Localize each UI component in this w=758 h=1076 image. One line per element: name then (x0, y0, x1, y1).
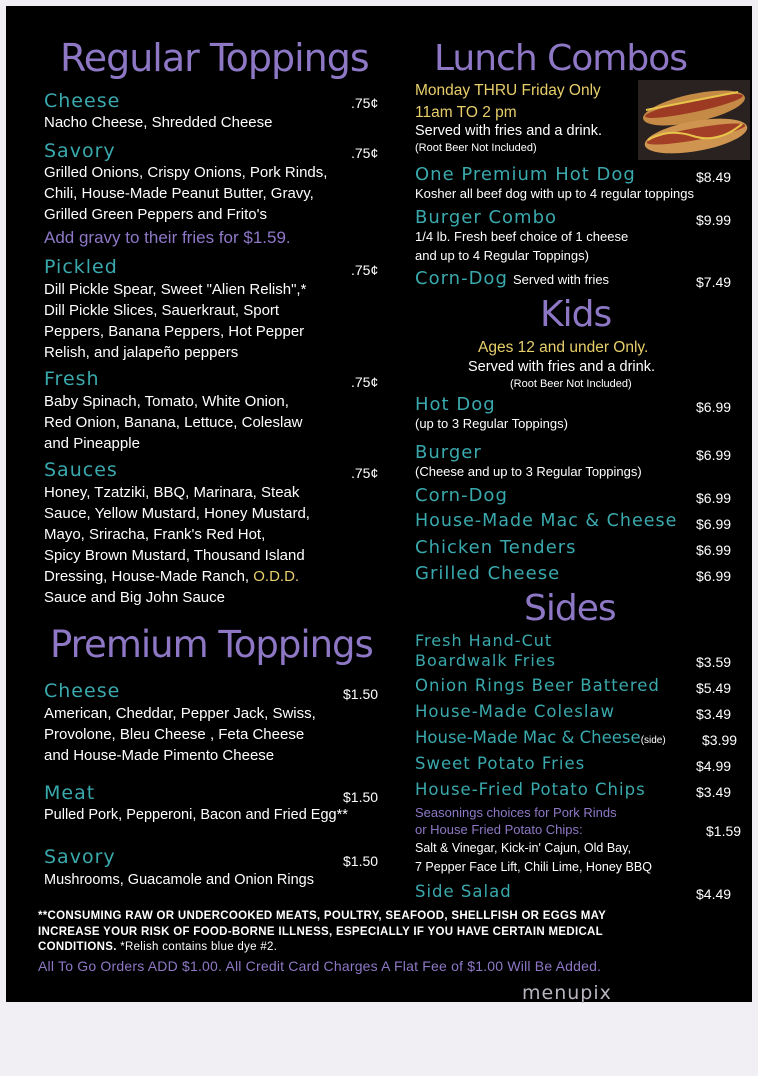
sides-mac-name: House-Made Mac & Cheese (415, 728, 641, 747)
kids-mac-price: $6.99 (696, 516, 732, 532)
kids-hotdog-price: $6.99 (696, 399, 732, 415)
menupix-watermark: menupix (522, 982, 612, 1004)
side-salad-price: $4.49 (696, 886, 732, 902)
regular-cheese-price: .75¢ (351, 95, 379, 111)
lunch-hours: 11am TO 2 pm (415, 104, 517, 121)
kids-tenders-name: Chicken Tenders (415, 537, 577, 558)
relish-note: *Relish contains blue dye #2. (116, 941, 278, 953)
lunch-burger-desc-2: and up to 4 Regular Toppings) (415, 248, 589, 263)
regular-savory-heading: Savory (44, 140, 116, 162)
regular-sauces-price: .75¢ (351, 465, 379, 481)
sides-title: Sides (524, 588, 616, 629)
premium-savory-desc: Mushrooms, Guacamole and Onion Rings (44, 872, 314, 888)
sides-onion-rings-price: $5.49 (696, 680, 732, 696)
lunch-hotdog-name: One Premium Hot Dog (415, 164, 636, 185)
kids-title: Kids (540, 294, 612, 335)
premium-cheese-desc: American, Cheddar, Pepper Jack, Swiss, Provolone, Bleu Cheese , Feta Cheese and House-Made Pimento Cheese (44, 705, 316, 764)
sides-coleslaw-name: House-Made Coleslaw (415, 702, 616, 721)
kids-hotdog-name: Hot Dog (415, 394, 496, 415)
sides-fries-line-2: Boardwalk Fries (415, 651, 556, 670)
sides-mac-price: $3.99 (702, 732, 738, 748)
regular-fresh-heading: Fresh (44, 368, 100, 390)
kids-grilled-cheese-name: Grilled Cheese (415, 563, 561, 584)
premium-cheese-heading: Cheese (44, 680, 121, 702)
sides-onion-rings-name: Onion Rings Beer Battered (415, 676, 660, 695)
sides-fries-line-1: Fresh Hand-Cut (415, 631, 553, 650)
lunch-corndog-name: Corn-Dog (415, 268, 508, 289)
lunch-corndog-price: $7.49 (696, 274, 732, 290)
kids-corndog-name: Corn-Dog (415, 485, 508, 506)
lunch-days: Monday THRU Friday Only (415, 82, 601, 99)
lunch-combos-title: Lunch Combos (434, 38, 687, 79)
menu-board (6, 6, 752, 1002)
gravy-note: Add gravy to their fries for $1.59. (44, 228, 291, 247)
odd-sauce-highlight: O.D.D. (253, 568, 300, 585)
lunch-rootbeer-note: (Root Beer Not Included) (415, 142, 537, 154)
lunch-burger-name: Burger Combo (415, 207, 558, 228)
regular-sauces-desc: Honey, Tzatziki, BBQ, Marinara, Steak Sauce, Yellow Mustard, Honey Mustard, Mayo, Sriracha, Frank's Red Hot, Spicy Brown Mustard, Thousand Island Dressing, House-Made Ranch, O.D.D. Sauce and Big John Sauce (44, 484, 310, 606)
regular-pickled-desc: Dill Pickle Spear, Sweet "Alien Relish",* Dill Pickle Slices, Sauerkraut, Sport Peppers, Banana Peppers, Hot Pepper Relish, and jalapeño peppers (44, 281, 307, 361)
kids-corndog-price: $6.99 (696, 490, 732, 506)
hotdog-photo (638, 80, 750, 160)
seasonings-list-2: 7 Pepper Face Lift, Chili Lime, Honey BBQ (415, 860, 652, 874)
lunch-served: Served with fries and a drink. (415, 123, 602, 139)
sides-sweet-potato-name: Sweet Potato Fries (415, 754, 586, 773)
regular-pickled-price: .75¢ (351, 262, 379, 278)
kids-burger-price: $6.99 (696, 447, 732, 463)
premium-toppings-title: Premium Toppings (50, 623, 373, 666)
regular-savory-desc: Grilled Onions, Crispy Onions, Pork Rinds, Chili, House-Made Peanut Butter, Gravy, Grilled Green Peppers and Frito's (44, 164, 328, 223)
kids-mac-name: House-Made Mac & Cheese (415, 511, 678, 531)
sides-mac-row (415, 728, 666, 747)
sides-fries-price: $3.59 (696, 654, 732, 670)
kids-ages: Ages 12 and under Only. (478, 339, 649, 356)
lunch-burger-price: $9.99 (696, 212, 732, 228)
kids-grilled-cheese-price: $6.99 (696, 568, 732, 584)
kids-burger-name: Burger (415, 442, 482, 463)
premium-cheese-price: $1.50 (343, 686, 379, 702)
side-salad-name: Side Salad (415, 882, 512, 901)
kids-hotdog-desc: (up to 3 Regular Toppings) (415, 416, 568, 431)
sides-coleslaw-price: $3.49 (696, 706, 732, 722)
health-warning: **CONSUMING RAW OR UNDERCOOKED MEATS, POULTRY, SEAFOOD, SHELLFISH OR EGGS MAY INCREASE YOUR RISK OF FOOD-BORNE ILLNESS, ESPECIALLY IF YOU HAVE CERTAIN MEDICAL CONDITIONS. *Relish contains blue dye #2. (38, 910, 607, 953)
seasonings-line-2: or House Fried Potato Chips: (415, 822, 583, 837)
premium-savory-heading: Savory (44, 846, 116, 868)
premium-meat-price: $1.50 (343, 789, 379, 805)
lunch-corndog-desc: Served with fries (512, 272, 610, 287)
lunch-hotdog-desc: Kosher all beef dog with up to 4 regular toppings (415, 186, 694, 201)
seasonings-list-1: Salt & Vinegar, Kick-in' Cajun, Old Bay, (415, 841, 631, 855)
lunch-hotdog-price: $8.49 (696, 169, 732, 185)
regular-savory-price: .75¢ (351, 145, 379, 161)
regular-toppings-title: Regular Toppings (60, 36, 369, 80)
sides-mac-suffix: (side) (640, 735, 666, 746)
kids-served: Served with fries and a drink. (468, 359, 655, 375)
premium-meat-heading: Meat (44, 782, 96, 804)
seasonings-line-1: Seasonings choices for Pork Rinds (415, 805, 617, 820)
regular-fresh-price: .75¢ (351, 374, 379, 390)
kids-burger-desc: (Cheese and up to 3 Regular Toppings) (415, 464, 642, 479)
seasonings-price: $1.59 (706, 823, 742, 839)
sides-chips-price: $3.49 (696, 784, 732, 800)
premium-meat-desc: Pulled Pork, Pepperoni, Bacon and Fried Egg** (44, 807, 348, 823)
regular-cheese-desc: Nacho Cheese, Shredded Cheese (44, 114, 273, 131)
lunch-corndog-row (415, 268, 609, 289)
sides-chips-name: House-Fried Potato Chips (415, 780, 646, 799)
sides-sweet-potato-price: $4.99 (696, 758, 732, 774)
regular-pickled-heading: Pickled (44, 256, 118, 278)
premium-savory-price: $1.50 (343, 853, 379, 869)
kids-rootbeer-note: (Root Beer Not Included) (510, 378, 632, 390)
regular-fresh-desc: Baby Spinach, Tomato, White Onion, Red Onion, Banana, Lettuce, Coleslaw and Pineapple (44, 393, 303, 452)
lunch-burger-desc-1: 1/4 lb. Fresh beef choice of 1 cheese (415, 229, 629, 244)
regular-sauces-heading: Sauces (44, 459, 118, 481)
kids-tenders-price: $6.99 (696, 542, 732, 558)
to-go-notice: All To Go Orders ADD $1.00. All Credit Card Charges A Flat Fee of $1.00 Will Be Added. (38, 958, 602, 974)
regular-cheese-heading: Cheese (44, 90, 121, 112)
